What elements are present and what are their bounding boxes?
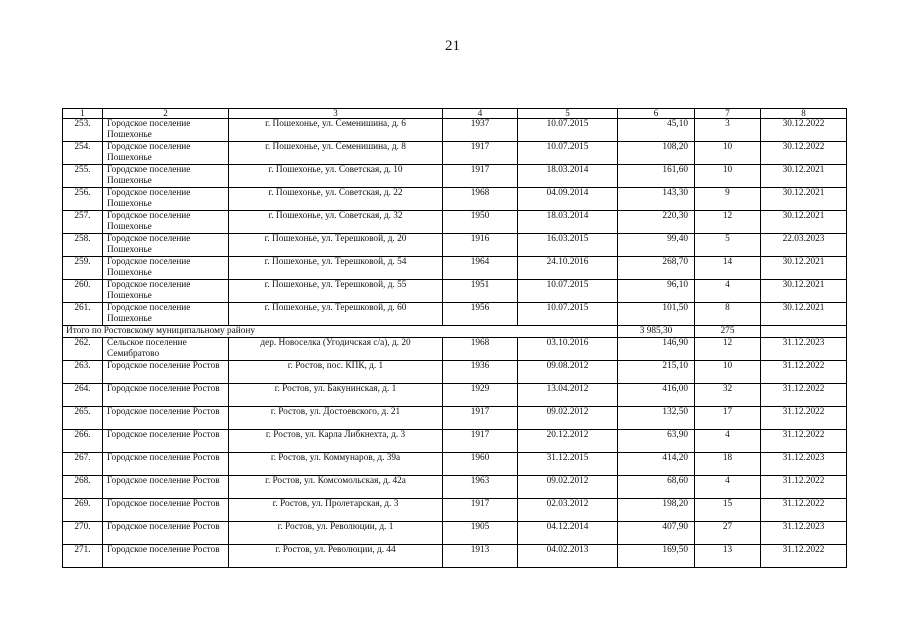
address-cell: г. Пошехонье, ул. Семенишина, д. 8 xyxy=(229,142,443,165)
date-cell: 16.03.2015 xyxy=(518,234,618,257)
area-cell: 416,00 xyxy=(618,384,695,407)
deadline-cell: 30.12.2021 xyxy=(761,257,847,280)
year-cell: 1950 xyxy=(443,211,518,234)
area-cell: 169,50 xyxy=(618,545,695,568)
count-cell: 10 xyxy=(695,361,761,384)
deadline-cell: 31.12.2022 xyxy=(761,430,847,453)
settlement-cell: Городское поселение Пошехонье xyxy=(103,119,229,142)
year-cell: 1964 xyxy=(443,257,518,280)
column-header: 2 xyxy=(103,109,229,119)
table-row xyxy=(63,453,847,476)
year-cell: 1929 xyxy=(443,384,518,407)
row-number: 257. xyxy=(63,211,103,234)
row-number: 267. xyxy=(63,453,103,476)
address-cell: г. Пошехонье, ул. Советская, д. 22 xyxy=(229,188,443,211)
area-cell: 268,70 xyxy=(618,257,695,280)
address-cell: г. Ростов, ул. Коммунаров, д. 39а xyxy=(229,453,443,476)
settlement-cell: Городское поселение Пошехонье xyxy=(103,188,229,211)
deadline-cell: 31.12.2022 xyxy=(761,476,847,499)
count-cell: 12 xyxy=(695,338,761,361)
table-row xyxy=(63,407,847,430)
count-cell: 13 xyxy=(695,545,761,568)
date-cell: 10.07.2015 xyxy=(518,303,618,326)
count-cell: 4 xyxy=(695,476,761,499)
row-number: 256. xyxy=(63,188,103,211)
table-row xyxy=(63,142,847,165)
row-number: 262. xyxy=(63,338,103,361)
year-cell: 1968 xyxy=(443,188,518,211)
date-cell: 10.07.2015 xyxy=(518,142,618,165)
row-number: 268. xyxy=(63,476,103,499)
deadline-cell: 31.12.2022 xyxy=(761,499,847,522)
deadline-cell: 30.12.2021 xyxy=(761,303,847,326)
count-cell: 14 xyxy=(695,257,761,280)
address-cell: дер. Новоселка (Угодичская с/а), д. 20 xyxy=(229,338,443,361)
date-cell: 04.02.2013 xyxy=(518,545,618,568)
date-cell: 04.09.2014 xyxy=(518,188,618,211)
count-cell: 3 xyxy=(695,119,761,142)
date-cell: 09.02.2012 xyxy=(518,476,618,499)
count-cell: 4 xyxy=(695,280,761,303)
row-number: 264. xyxy=(63,384,103,407)
table-row xyxy=(63,545,847,568)
deadline-cell: 30.12.2021 xyxy=(761,211,847,234)
address-cell: г. Ростов, ул. Комсомольская, д. 42а xyxy=(229,476,443,499)
table-row xyxy=(63,499,847,522)
column-header: 6 xyxy=(618,109,695,119)
area-cell: 220,30 xyxy=(618,211,695,234)
settlement-cell: Городское поселение Ростов xyxy=(103,430,229,453)
area-cell: 161,60 xyxy=(618,165,695,188)
settlement-cell: Городское поселение Ростов xyxy=(103,407,229,430)
area-cell: 143,30 xyxy=(618,188,695,211)
settlement-cell: Городское поселение Ростов xyxy=(103,499,229,522)
address-cell: г. Ростов, ул. Пролетарская, д. 3 xyxy=(229,499,443,522)
address-cell: г. Ростов, ул. Достоевского, д. 21 xyxy=(229,407,443,430)
address-cell: г. Пошехонье, ул. Советская, д. 32 xyxy=(229,211,443,234)
settlement-cell: Городское поселение Ростов xyxy=(103,545,229,568)
deadline-cell: 31.12.2023 xyxy=(761,338,847,361)
address-cell: г. Пошехонье, ул. Терешковой, д. 20 xyxy=(229,234,443,257)
count-cell: 10 xyxy=(695,142,761,165)
total-count: 275 xyxy=(695,326,761,338)
deadline-cell: 30.12.2022 xyxy=(761,142,847,165)
year-cell: 1917 xyxy=(443,430,518,453)
address-cell: г. Ростов, ул. Революции, д. 44 xyxy=(229,545,443,568)
deadline-cell: 30.12.2021 xyxy=(761,165,847,188)
row-number: 258. xyxy=(63,234,103,257)
column-header: 4 xyxy=(443,109,518,119)
table-row xyxy=(63,384,847,407)
count-cell: 18 xyxy=(695,453,761,476)
settlement-cell: Городское поселение Пошехонье xyxy=(103,142,229,165)
column-header: 5 xyxy=(518,109,618,119)
deadline-cell: 30.12.2021 xyxy=(761,280,847,303)
year-cell: 1917 xyxy=(443,165,518,188)
deadline-cell: 31.12.2022 xyxy=(761,545,847,568)
settlement-cell: Городское поселение Пошехонье xyxy=(103,165,229,188)
table-row xyxy=(63,361,847,384)
row-number: 269. xyxy=(63,499,103,522)
address-cell: г. Ростов, ул. Карла Либкнехта, д. 3 xyxy=(229,430,443,453)
date-cell: 13.04.2012 xyxy=(518,384,618,407)
date-cell: 09.02.2012 xyxy=(518,407,618,430)
area-cell: 99,40 xyxy=(618,234,695,257)
table-row xyxy=(63,476,847,499)
count-cell: 4 xyxy=(695,430,761,453)
year-cell: 1936 xyxy=(443,361,518,384)
table-row xyxy=(63,257,847,280)
count-cell: 15 xyxy=(695,499,761,522)
table-row xyxy=(63,338,847,361)
row-number: 265. xyxy=(63,407,103,430)
column-header: 7 xyxy=(695,109,761,119)
address-cell: г. Ростов, пос. КПК, д. 1 xyxy=(229,361,443,384)
table-row xyxy=(63,188,847,211)
total-label: Итого по Ростовскому муниципальному району xyxy=(63,326,618,338)
settlement-cell: Городское поселение Ростов xyxy=(103,453,229,476)
year-cell: 1951 xyxy=(443,280,518,303)
table-row xyxy=(63,430,847,453)
date-cell: 02.03.2012 xyxy=(518,499,618,522)
area-cell: 101,50 xyxy=(618,303,695,326)
area-cell: 68,60 xyxy=(618,476,695,499)
table-row xyxy=(63,303,847,326)
table-row xyxy=(63,165,847,188)
date-cell: 10.07.2015 xyxy=(518,280,618,303)
count-cell: 5 xyxy=(695,234,761,257)
deadline-cell: 22.03.2023 xyxy=(761,234,847,257)
area-cell: 63,90 xyxy=(618,430,695,453)
count-cell: 27 xyxy=(695,522,761,545)
table-row xyxy=(63,211,847,234)
settlement-cell: Сельское поселение Семибратово xyxy=(103,338,229,361)
row-number: 270. xyxy=(63,522,103,545)
date-cell: 24.10.2016 xyxy=(518,257,618,280)
area-cell: 407,90 xyxy=(618,522,695,545)
year-cell: 1968 xyxy=(443,338,518,361)
area-cell: 96,10 xyxy=(618,280,695,303)
table-row xyxy=(63,522,847,545)
table-row xyxy=(63,280,847,303)
date-cell: 04.12.2014 xyxy=(518,522,618,545)
table-body xyxy=(63,109,847,568)
row-number: 253. xyxy=(63,119,103,142)
date-cell: 18.03.2014 xyxy=(518,211,618,234)
column-header: 8 xyxy=(761,109,847,119)
column-number-header xyxy=(63,109,847,119)
deadline-cell: 31.12.2023 xyxy=(761,522,847,545)
address-cell: г. Пошехонье, ул. Терешковой, д. 54 xyxy=(229,257,443,280)
row-number: 254. xyxy=(63,142,103,165)
year-cell: 1960 xyxy=(443,453,518,476)
address-cell: г. Пошехонье, ул. Советская, д. 10 xyxy=(229,165,443,188)
count-cell: 9 xyxy=(695,188,761,211)
year-cell: 1917 xyxy=(443,142,518,165)
year-cell: 1916 xyxy=(443,234,518,257)
deadline-cell: 31.12.2022 xyxy=(761,384,847,407)
area-cell: 108,20 xyxy=(618,142,695,165)
deadline-cell: 31.12.2022 xyxy=(761,407,847,430)
settlement-cell: Городское поселение Ростов xyxy=(103,522,229,545)
settlement-cell: Городское поселение Ростов xyxy=(103,361,229,384)
address-cell: г. Пошехонье, ул. Терешковой, д. 60 xyxy=(229,303,443,326)
row-number: 259. xyxy=(63,257,103,280)
row-number: 271. xyxy=(63,545,103,568)
year-cell: 1905 xyxy=(443,522,518,545)
date-cell: 10.07.2015 xyxy=(518,119,618,142)
address-cell: г. Пошехонье, ул. Терешковой, д. 55 xyxy=(229,280,443,303)
area-cell: 132,50 xyxy=(618,407,695,430)
row-number: 266. xyxy=(63,430,103,453)
deadline-cell: 31.12.2023 xyxy=(761,453,847,476)
count-cell: 17 xyxy=(695,407,761,430)
address-cell: г. Пошехонье, ул. Семенишина, д. 6 xyxy=(229,119,443,142)
address-cell: г. Ростов, ул. Бакунинская, д. 1 xyxy=(229,384,443,407)
page-number: 21 xyxy=(445,38,460,54)
total-area: 3 985,30 xyxy=(618,326,695,338)
housing-registry-table xyxy=(62,108,847,568)
table-row xyxy=(63,234,847,257)
count-cell: 8 xyxy=(695,303,761,326)
row-number: 260. xyxy=(63,280,103,303)
settlement-cell: Городское поселение Пошехонье xyxy=(103,211,229,234)
address-cell: г. Ростов, ул. Революции, д. 1 xyxy=(229,522,443,545)
deadline-cell: 31.12.2022 xyxy=(761,361,847,384)
year-cell: 1913 xyxy=(443,545,518,568)
year-cell: 1956 xyxy=(443,303,518,326)
row-number: 255. xyxy=(63,165,103,188)
year-cell: 1937 xyxy=(443,119,518,142)
area-cell: 198,20 xyxy=(618,499,695,522)
date-cell: 18.03.2014 xyxy=(518,165,618,188)
date-cell: 31.12.2015 xyxy=(518,453,618,476)
count-cell: 12 xyxy=(695,211,761,234)
deadline-cell: 30.12.2022 xyxy=(761,119,847,142)
settlement-cell: Городское поселение Пошехонье xyxy=(103,303,229,326)
settlement-cell: Городское поселение Пошехонье xyxy=(103,280,229,303)
district-total-row xyxy=(63,326,847,338)
count-cell: 32 xyxy=(695,384,761,407)
deadline-cell: 30.12.2021 xyxy=(761,188,847,211)
year-cell: 1917 xyxy=(443,407,518,430)
settlement-cell: Городское поселение Пошехонье xyxy=(103,234,229,257)
year-cell: 1963 xyxy=(443,476,518,499)
row-number: 263. xyxy=(63,361,103,384)
date-cell: 20.12.2012 xyxy=(518,430,618,453)
area-cell: 215,10 xyxy=(618,361,695,384)
row-number: 261. xyxy=(63,303,103,326)
area-cell: 45,10 xyxy=(618,119,695,142)
column-header: 3 xyxy=(229,109,443,119)
count-cell: 10 xyxy=(695,165,761,188)
column-header: 1 xyxy=(63,109,103,119)
settlement-cell: Городское поселение Ростов xyxy=(103,476,229,499)
area-cell: 146,90 xyxy=(618,338,695,361)
date-cell: 09.08.2012 xyxy=(518,361,618,384)
total-empty-cell xyxy=(761,326,847,338)
year-cell: 1917 xyxy=(443,499,518,522)
date-cell: 03.10.2016 xyxy=(518,338,618,361)
settlement-cell: Городское поселение Пошехонье xyxy=(103,257,229,280)
settlement-cell: Городское поселение Ростов xyxy=(103,384,229,407)
table-row xyxy=(63,119,847,142)
area-cell: 414,20 xyxy=(618,453,695,476)
